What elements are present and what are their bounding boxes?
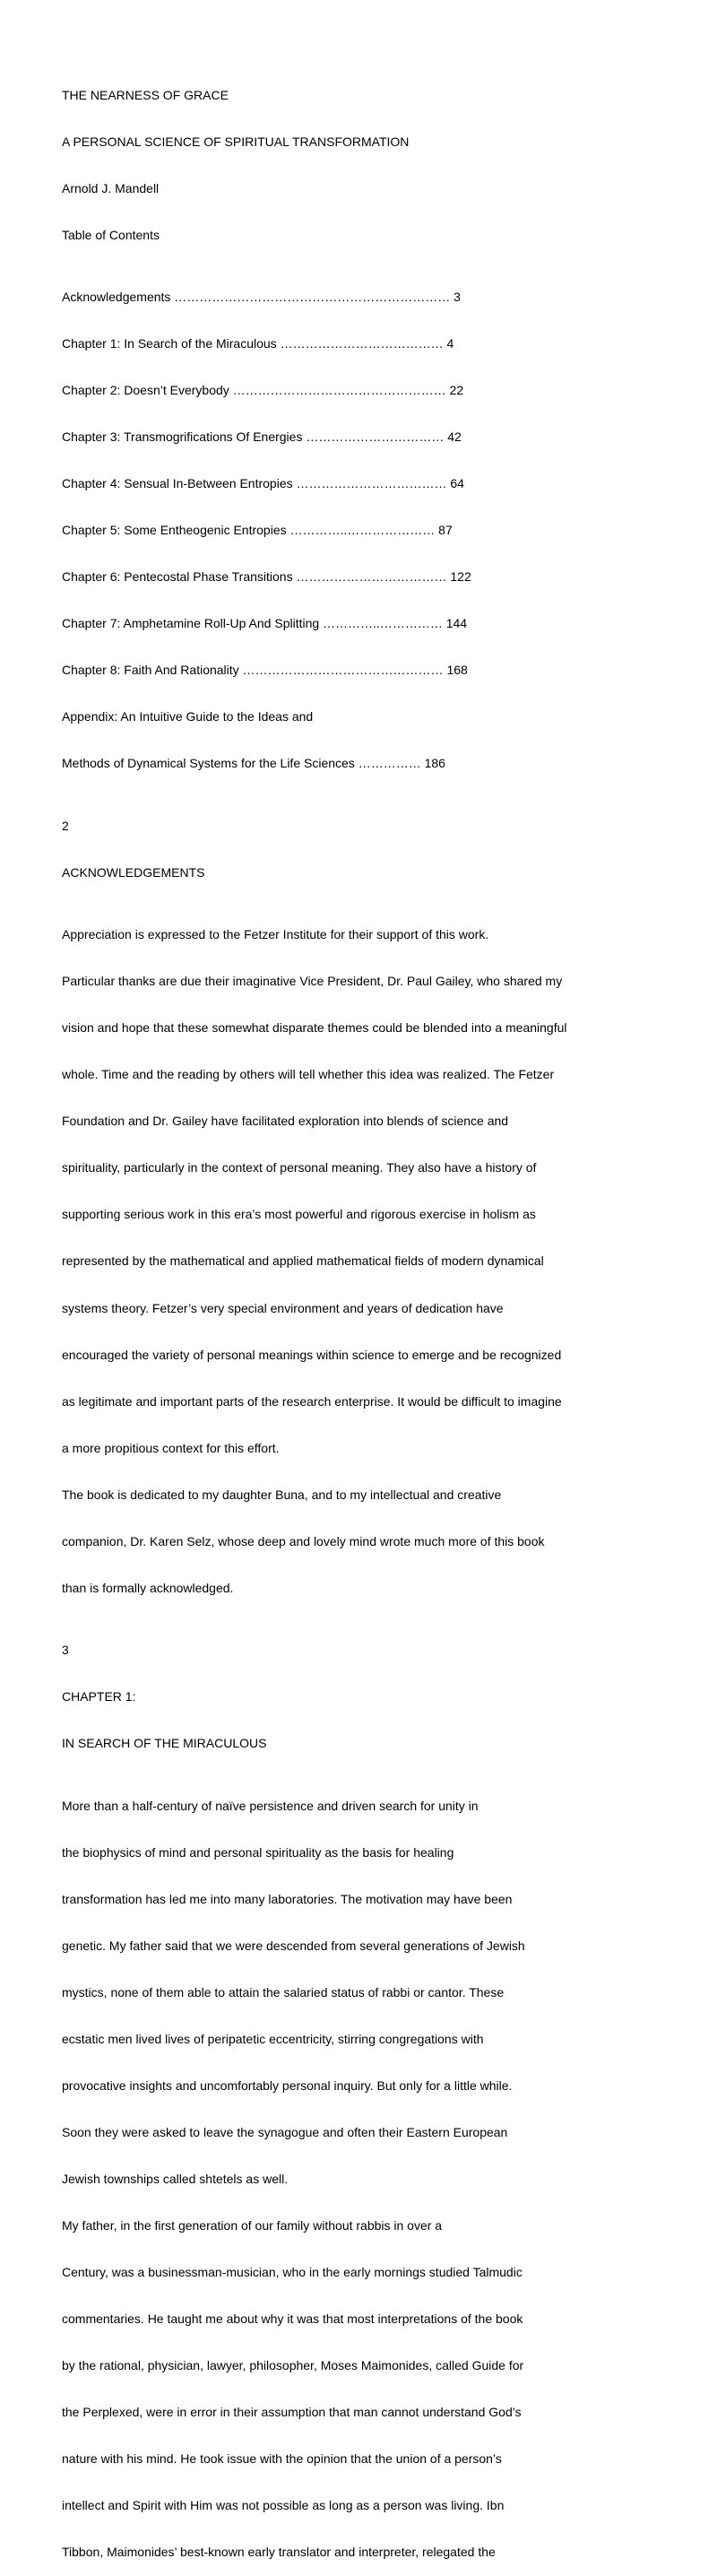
paragraph-line: Century, was a businessman-musician, who in the early mornings studied Talmudic <box>62 2264 523 2279</box>
paragraph-line: Jewish townships called shtetels as well. <box>62 2171 289 2186</box>
toc-entry: Chapter 7: Amphetamine Roll-Up And Splitting …………..…………… 144 <box>62 616 468 631</box>
toc-entry: Chapter 1: In Search of the Miraculous ………………………………… 4 <box>62 336 454 351</box>
book-subtitle: A PERSONAL SCIENCE OF SPIRITUAL TRANSFORMATION <box>62 134 410 149</box>
document-page <box>62 56 671 2576</box>
toc-heading: Table of Contents <box>62 227 160 242</box>
page-number: 3 <box>62 1643 69 1658</box>
paragraph-line: provocative insights and uncomfortably personal inquiry. But only for a little while. <box>62 2077 513 2093</box>
paragraph-line: the biophysics of mind and personal spirituality as the basis for healing <box>62 1844 454 1860</box>
paragraph-line: mystics, none of them able to attain the salaried status of rabbi or cantor. These <box>62 1984 505 1999</box>
paragraph-line: intellect and Spirit with Him was not possible as long as a person was living. Ibn <box>62 2497 505 2512</box>
paragraph-line: spirituality, particularly in the context of personal meaning. They also have a history of <box>62 1160 537 1175</box>
toc-entry: Chapter 2: Doesn’t Everybody …………………………………………… 22 <box>62 383 464 398</box>
paragraph-line: than is formally acknowledged. <box>62 1580 234 1595</box>
toc-entry: Chapter 3: Transmogrifications Of Energies …………………………… 42 <box>62 429 462 445</box>
paragraph-line: Appreciation is expressed to the Fetzer Institute for their support of this work. <box>62 927 489 942</box>
chapter-label: CHAPTER 1: <box>62 1689 136 1704</box>
paragraph-line: by the rational, physician, lawyer, philosopher, Moses Maimonides, called Guide for <box>62 2357 524 2372</box>
paragraph-line: More than a half-century of naïve persistence and driven search for unity in <box>62 1798 479 1813</box>
paragraph-line: companion, Dr. Karen Selz, whose deep and lovely mind wrote much more of this book <box>62 1533 545 1548</box>
paragraph-line: Tibbon, Maimonides’ best-known early translator and interpreter, relegated the <box>62 2545 496 2559</box>
paragraph-line: systems theory. Fetzer’s very special environment and years of dedication have <box>62 1300 504 1315</box>
paragraph-line: the Perplexed, were in error in their assumption that man cannot understand God’s <box>62 2404 522 2419</box>
toc-entry: Appendix: An Intuitive Guide to the Ideas and <box>62 709 314 724</box>
page-number: 2 <box>62 818 69 833</box>
paragraph-line: The book is dedicated to my daughter Buna, and to my intellectual and creative <box>62 1487 502 1502</box>
paragraph-line: Foundation and Dr. Gailey have facilitated exploration into blends of science and <box>62 1114 509 1129</box>
paragraph-line: as legitimate and important parts of the research enterprise. It would be difficult to imagine <box>62 1393 562 1409</box>
paragraph-line: transformation has led me into many laboratories. The motivation may have been <box>62 1891 513 1906</box>
paragraph-line: Soon they were asked to leave the synagogue and often their Eastern European <box>62 2124 508 2139</box>
paragraph-line: My father, in the first generation of our family without rabbis in over a <box>62 2217 443 2233</box>
book-title: THE NEARNESS OF GRACE <box>62 87 229 102</box>
paragraph-line: commentaries. He taught me about why it was that most interpretations of the book <box>62 2311 523 2326</box>
toc-entry: Chapter 6: Pentecostal Phase Transitions ……………………………… 122 <box>62 569 471 585</box>
paragraph-line: whole. Time and the reading by others will tell whether this idea was realized. The Fetzer <box>62 1067 555 1082</box>
acknowledgements-heading: ACKNOWLEDGEMENTS <box>62 864 205 880</box>
paragraph-line: nature with his mind. He took issue with the opinion that the union of a person’s <box>62 2450 502 2466</box>
toc-entry: Methods of Dynamical Systems for the Life Sciences …………… 186 <box>62 756 445 771</box>
paragraph-line: encouraged the variety of personal meanings within science to emerge and be recognized <box>62 1347 562 1362</box>
toc-entry: Acknowledgements ………………………………………………………… 3 <box>62 290 461 305</box>
toc-entry: Chapter 4: Sensual In-Between Entropies ……………………………… 64 <box>62 476 464 491</box>
toc-entry: Chapter 5: Some Entheogenic Entropies …………..………………… 87 <box>62 523 453 538</box>
paragraph-line: Particular thanks are due their imaginative Vice President, Dr. Paul Gailey, who shared my <box>62 974 563 989</box>
paragraph-line: supporting serious work in this era’s most powerful and rigorous exercise in holism as <box>62 1207 536 1222</box>
paragraph-line: genetic. My father said that we were descended from several generations of Jewish <box>62 1938 525 1953</box>
paragraph-line: represented by the mathematical and applied mathematical fields of modern dynamical <box>62 1253 544 1269</box>
paragraph-line: a more propitious context for this effort. <box>62 1440 280 1455</box>
author-name: Arnold J. Mandell <box>62 180 160 195</box>
paragraph-line: vision and hope that these somewhat disparate themes could be blended into a meaningful <box>62 1020 567 1036</box>
chapter-title: IN SEARCH OF THE MIRACULOUS <box>62 1736 267 1751</box>
paragraph-line: ecstatic men lived lives of peripatetic eccentricity, stirring congregations with <box>62 2031 484 2046</box>
toc-entry: Chapter 8: Faith And Rationality ………………………………………… 168 <box>62 663 468 678</box>
